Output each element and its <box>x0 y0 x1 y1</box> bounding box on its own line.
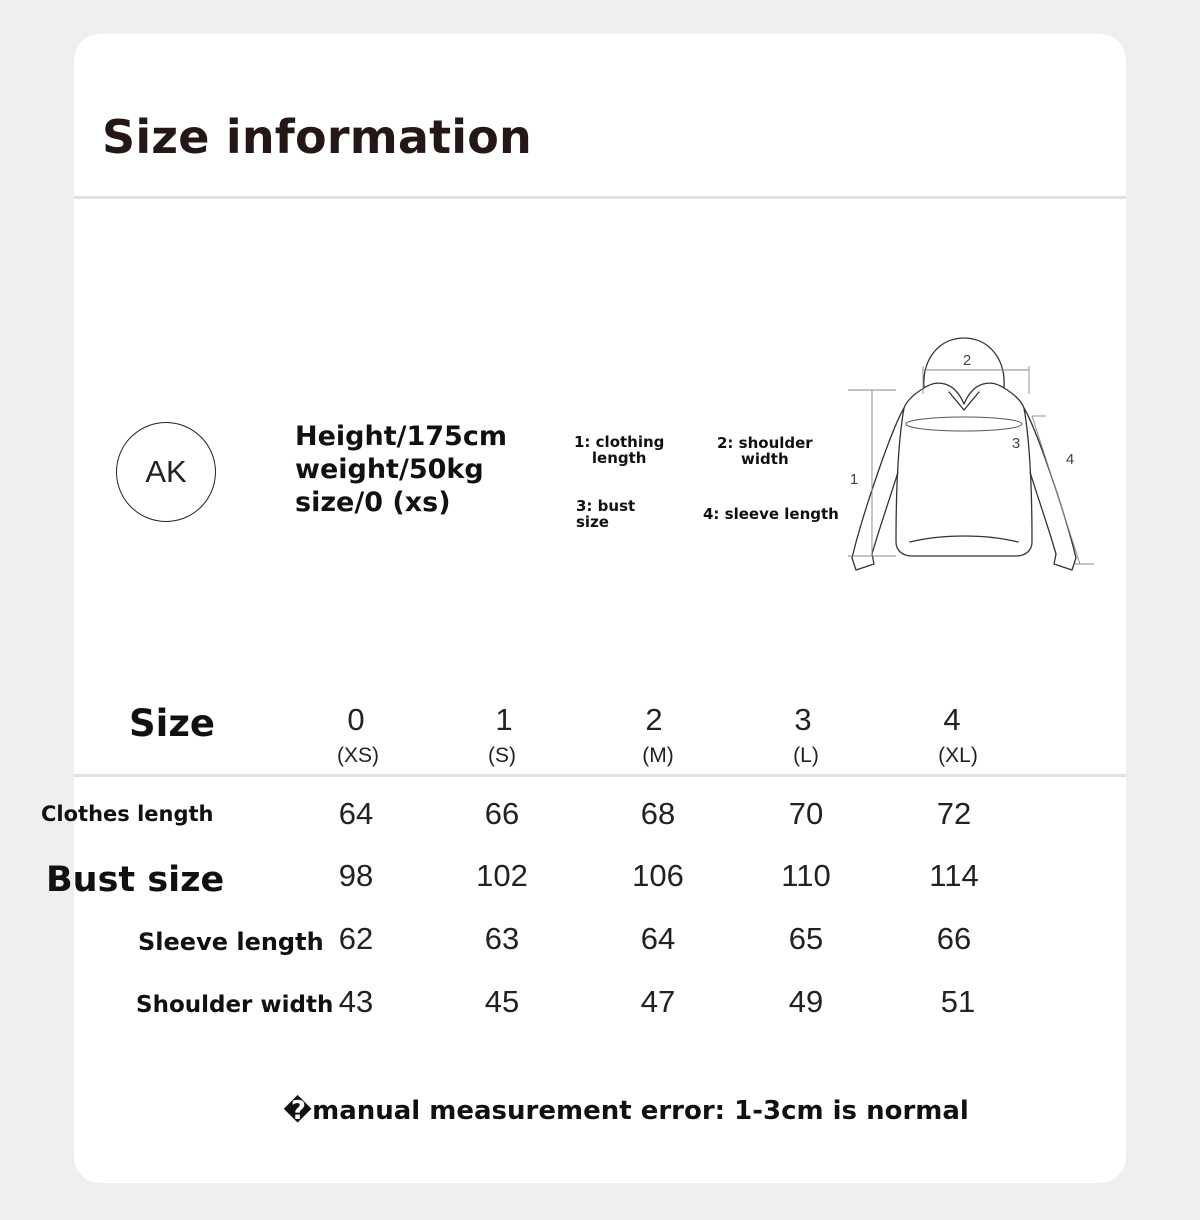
table-cell: 70 <box>788 796 824 831</box>
table-cell: 64 <box>338 796 374 831</box>
model-height: Height/175cm <box>295 421 507 452</box>
model-size: size/0 (xs) <box>295 487 451 518</box>
row-label-sleeve-length: Sleeve length <box>138 928 324 956</box>
avatar-initials: AK <box>145 454 187 489</box>
size-info-card <box>41 34 1126 1183</box>
table-cell: 62 <box>338 921 374 956</box>
header-divider <box>74 196 1126 199</box>
table-cell: 110 <box>781 858 831 893</box>
size-label: (L) <box>793 744 819 767</box>
table-cell: 114 <box>929 858 979 893</box>
diagram-label-4: 4 <box>1065 451 1075 468</box>
row-label-bust-size: Bust size <box>46 860 225 900</box>
page-title: Size information <box>102 110 532 164</box>
size-label: (XL) <box>938 744 978 767</box>
avatar <box>116 422 216 522</box>
table-cell: 68 <box>640 796 676 831</box>
table-cell: 102 <box>476 858 528 893</box>
legend-shoulder-width: 2: shoulder width <box>717 434 813 468</box>
size-num: 1 <box>495 702 513 737</box>
table-cell: 63 <box>484 921 520 956</box>
legend-clothing-length: 1: clothing length <box>574 433 665 467</box>
diagram-label-1: 1 <box>849 471 859 488</box>
table-cell: 64 <box>640 921 676 956</box>
hoodie-diagram-icon <box>844 332 1098 576</box>
table-cell: 47 <box>640 984 676 1019</box>
row-label-shoulder-width: Shoulder width <box>136 992 334 1018</box>
row-label-clothes-length: Clothes length <box>41 802 214 826</box>
size-num: 0 <box>347 702 365 737</box>
model-weight: weight/50kg <box>295 454 484 485</box>
table-divider <box>74 774 1126 777</box>
table-cell: 65 <box>788 921 824 956</box>
size-label: (XS) <box>337 744 379 767</box>
legend-sleeve-length: 4: sleeve length <box>703 505 839 523</box>
table-cell: 98 <box>338 858 374 893</box>
table-cell: 45 <box>484 984 520 1019</box>
size-num: 2 <box>645 702 663 737</box>
measurement-note: �manual measurement error: 1-3cm is normal <box>283 1096 969 1126</box>
legend-bust-size: 3: bust size <box>576 497 636 531</box>
size-header-label: Size <box>129 702 215 745</box>
table-cell: 49 <box>788 984 824 1019</box>
table-cell: 106 <box>632 858 684 893</box>
diagram-label-3: 3 <box>1011 435 1021 452</box>
model-info <box>295 420 507 519</box>
table-cell: 66 <box>936 921 972 956</box>
diagram-label-2: 2 <box>962 352 972 369</box>
table-cell: 66 <box>484 796 520 831</box>
table-cell: 51 <box>940 984 976 1019</box>
size-num: 3 <box>794 702 812 737</box>
size-label: (M) <box>642 744 674 767</box>
size-label: (S) <box>488 744 516 767</box>
size-num: 4 <box>943 702 961 737</box>
table-cell: 72 <box>936 796 972 831</box>
table-cell: 43 <box>338 984 374 1019</box>
